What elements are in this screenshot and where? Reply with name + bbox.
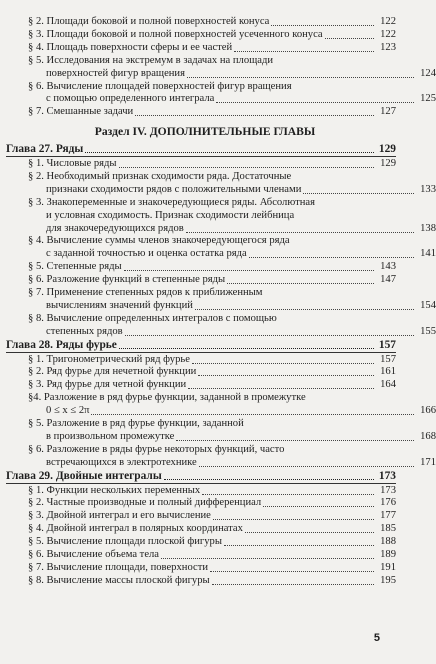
page-ref: 166 (420, 405, 436, 417)
leader-dots (91, 413, 414, 415)
section-title: § 5. Разложение в ряд фурье функции, заданной (28, 418, 244, 429)
page-ref: 125 (420, 93, 436, 105)
section-entry[interactable] (6, 29, 396, 41)
section-title: § 4. Вычисление суммы членов знакочередующегося ряда (28, 235, 290, 247)
leader-dots (188, 387, 374, 389)
page-ref: 185 (380, 523, 396, 535)
page-ref: 164 (380, 379, 396, 391)
page-ref: 191 (380, 561, 396, 573)
leader-dots (213, 518, 374, 520)
section-entry[interactable] (6, 536, 396, 548)
section-entry[interactable] (6, 444, 396, 456)
section-entry[interactable] (6, 197, 396, 209)
section-entry[interactable] (6, 510, 396, 522)
section-entry[interactable] (6, 497, 396, 509)
leader-dots (125, 334, 414, 336)
section-title: § 7. Вычисление площади, поверхности (28, 561, 209, 573)
page-ref: 195 (380, 574, 396, 586)
section-entry[interactable] (6, 431, 436, 443)
leader-dots (227, 282, 374, 284)
section-title-continued: 0 ≤ x ≤ 2π (46, 405, 90, 417)
section-title: § 2. Частные производные и полный дифференциал (28, 497, 262, 509)
page-ref: 147 (380, 274, 396, 286)
section-title: § 2. Ряд фурье для нечетной функции (28, 366, 197, 378)
section-title: § 2. Необходимый признак сходимости ряда. Достаточные (28, 170, 292, 182)
section-title: § 5. Исследования на экстремум в задачах на площади (28, 54, 274, 66)
page-ref: 157 (380, 353, 396, 365)
section-entry[interactable] (6, 261, 396, 273)
section-title: § 6. Разложение в ряды фурье некоторых функций, часто (28, 443, 285, 455)
section-entry[interactable] (6, 93, 436, 105)
section-entry[interactable] (6, 171, 396, 183)
section-entry[interactable] (6, 354, 396, 366)
page-ref: 176 (380, 497, 396, 509)
section-entry[interactable] (6, 287, 396, 299)
section-title-continued: поверхностей фигур вращения (46, 67, 185, 79)
section-title: § 8. Вычисление массы плоской фигуры (28, 574, 210, 586)
section-entry[interactable] (6, 300, 436, 312)
leader-dots (192, 362, 374, 364)
section-entry[interactable] (6, 405, 436, 417)
section-title-continued: в произвольном промежутке (46, 430, 175, 442)
chapter-entry[interactable] (6, 143, 396, 155)
section-title: § 7. Применение степенных рядов к приближенным (28, 287, 263, 298)
leader-dots (164, 478, 374, 480)
chapter-rule (6, 156, 396, 157)
section-entry[interactable] (6, 106, 396, 118)
page-ref: 123 (380, 41, 396, 53)
section-title: § 1. Функции нескольких переменных (28, 484, 201, 496)
section-entry[interactable] (6, 326, 436, 338)
leader-dots (245, 531, 374, 533)
section-title-continued: вычислениям значений функций (46, 299, 193, 311)
section-entry[interactable] (6, 313, 396, 325)
section-entry[interactable] (6, 392, 396, 404)
section-title-continued: с заданной точностью и оценка остатка ряда (46, 248, 247, 260)
leader-dots (271, 24, 374, 26)
leader-dots (263, 505, 374, 507)
section-title-continued: встречающихся в электротехнике (46, 456, 197, 468)
page-ref: 133 (420, 183, 436, 195)
section-entry[interactable] (6, 55, 396, 67)
page-ref: 173 (378, 469, 396, 482)
leader-dots (119, 166, 374, 168)
leader-dots (124, 269, 374, 271)
page-ref: 154 (420, 299, 436, 311)
section-entry[interactable] (6, 562, 396, 574)
section-title-continued: признаки сходимости рядов с положительными членами (46, 183, 302, 195)
section-entry[interactable] (6, 158, 396, 170)
page-ref: 189 (380, 549, 396, 560)
section-title: §4. Разложение в ряд фурье функции, заданной в промежутке (28, 392, 306, 404)
leader-dots (216, 101, 414, 103)
leader-dots (85, 151, 374, 153)
page-ref: 155 (420, 325, 436, 337)
leader-dots (303, 192, 414, 194)
section-title: § 3. Знакопеременные и знакочередующиеся ряды. Абсолютная (28, 196, 315, 208)
section-entry[interactable] (6, 457, 436, 469)
leader-dots (135, 114, 374, 116)
chapter-entry[interactable] (6, 339, 396, 351)
section-title-continued: с помощью определенного интеграла (46, 93, 215, 105)
section-title-continued: и условная сходимость. Признак сходимости лейбница (46, 209, 295, 221)
section-entry[interactable] (6, 42, 396, 54)
section-title: § 4. Двойной интеграл в полярных координатах (28, 523, 243, 535)
section-title: § 8. Вычисление определенных интегралов с помощью (28, 312, 277, 324)
leader-dots (202, 493, 374, 495)
page-ref: 127 (380, 106, 396, 118)
page-ref: 122 (380, 28, 396, 40)
leader-dots (176, 439, 414, 441)
section-title: § 6. Вычисление объема тела (28, 549, 160, 560)
leader-dots (249, 256, 414, 258)
section-title: § 6. Вычисление площадей поверхностей фигур вращения (28, 80, 292, 92)
section-entry[interactable] (6, 274, 396, 286)
page-ref: 161 (380, 366, 396, 378)
section-entry[interactable] (6, 485, 396, 497)
leader-dots (210, 570, 374, 572)
section-title: § 1. Числовые ряды (28, 158, 117, 169)
leader-dots (325, 37, 374, 39)
section-title: § 6. Разложение функций в степенные ряды (28, 274, 226, 286)
section-title: § 3. Двойной интеграл и его вычисление (28, 510, 211, 522)
page-ref: 188 (380, 536, 396, 548)
leader-dots (161, 557, 374, 559)
section-title: § 7. Смешанные задачи (28, 106, 134, 118)
section-entry[interactable] (6, 379, 396, 391)
leader-dots (187, 76, 414, 78)
page-ref: 173 (380, 484, 396, 496)
page-ref: 177 (380, 510, 396, 522)
chapter-title: Глава 27. Ряды (6, 143, 84, 156)
section-title: § 5. Степенные ряды (28, 261, 122, 273)
leader-dots (195, 308, 414, 310)
section-title: § 5. Вычисление площади плоской фигуры (28, 536, 222, 548)
section-entry[interactable] (6, 523, 396, 535)
section-entry[interactable] (6, 418, 396, 430)
chapter-rule (6, 483, 396, 484)
section-entry[interactable] (6, 235, 396, 247)
page-ref: 129 (378, 143, 396, 156)
section-title: § 1. Тригонометрический ряд фурье (28, 353, 190, 365)
leader-dots (186, 231, 414, 233)
section-entry[interactable] (6, 210, 436, 222)
leader-dots (119, 347, 374, 349)
page-ref: 168 (420, 430, 436, 442)
section-entry[interactable] (6, 366, 396, 378)
leader-dots (199, 465, 414, 467)
section-title: § 3. Ряд фурье для четной функции (28, 379, 187, 391)
chapter-entry[interactable] (6, 470, 396, 482)
leader-dots (212, 583, 374, 585)
section-title-continued: для знакочередующихся рядов (46, 222, 184, 234)
section-title: § 2. Площади боковой и полной поверхностей конуса (28, 16, 270, 27)
section-entry[interactable] (6, 184, 436, 196)
section-entry[interactable] (6, 16, 396, 28)
chapter-rule (6, 352, 396, 353)
page-number: 5 (373, 632, 380, 644)
page-ref: 141 (420, 248, 436, 260)
page-ref: 157 (378, 338, 396, 351)
leader-dots (198, 374, 374, 376)
part-heading: Раздел IV. ДОПОЛНИТЕЛЬНЫЕ ГЛАВЫ (94, 125, 316, 139)
section-entry[interactable] (6, 81, 396, 93)
leader-dots (224, 544, 374, 546)
section-title: § 4. Площадь поверхности сферы и ее частей (28, 41, 233, 53)
page-ref: 138 (420, 222, 436, 234)
section-title-continued: степенных рядов (46, 325, 123, 337)
chapter-title: Глава 28. Ряды фурье (6, 338, 117, 351)
page-ref: 129 (380, 158, 396, 169)
leader-dots (234, 50, 374, 52)
section-entry[interactable] (6, 575, 396, 587)
section-entry[interactable] (6, 549, 396, 561)
section-entry[interactable] (6, 248, 436, 260)
chapter-title: Глава 29. Двойные интегралы (6, 469, 162, 482)
page-ref: 171 (420, 456, 436, 468)
section-entry[interactable] (6, 223, 436, 235)
section-title: § 3. Площади боковой и полной поверхностей усеченного конуса (28, 28, 323, 40)
page-ref: 124 (420, 67, 436, 79)
page-ref: 143 (380, 261, 396, 273)
page-ref: 122 (380, 16, 396, 27)
section-entry[interactable] (6, 68, 436, 80)
